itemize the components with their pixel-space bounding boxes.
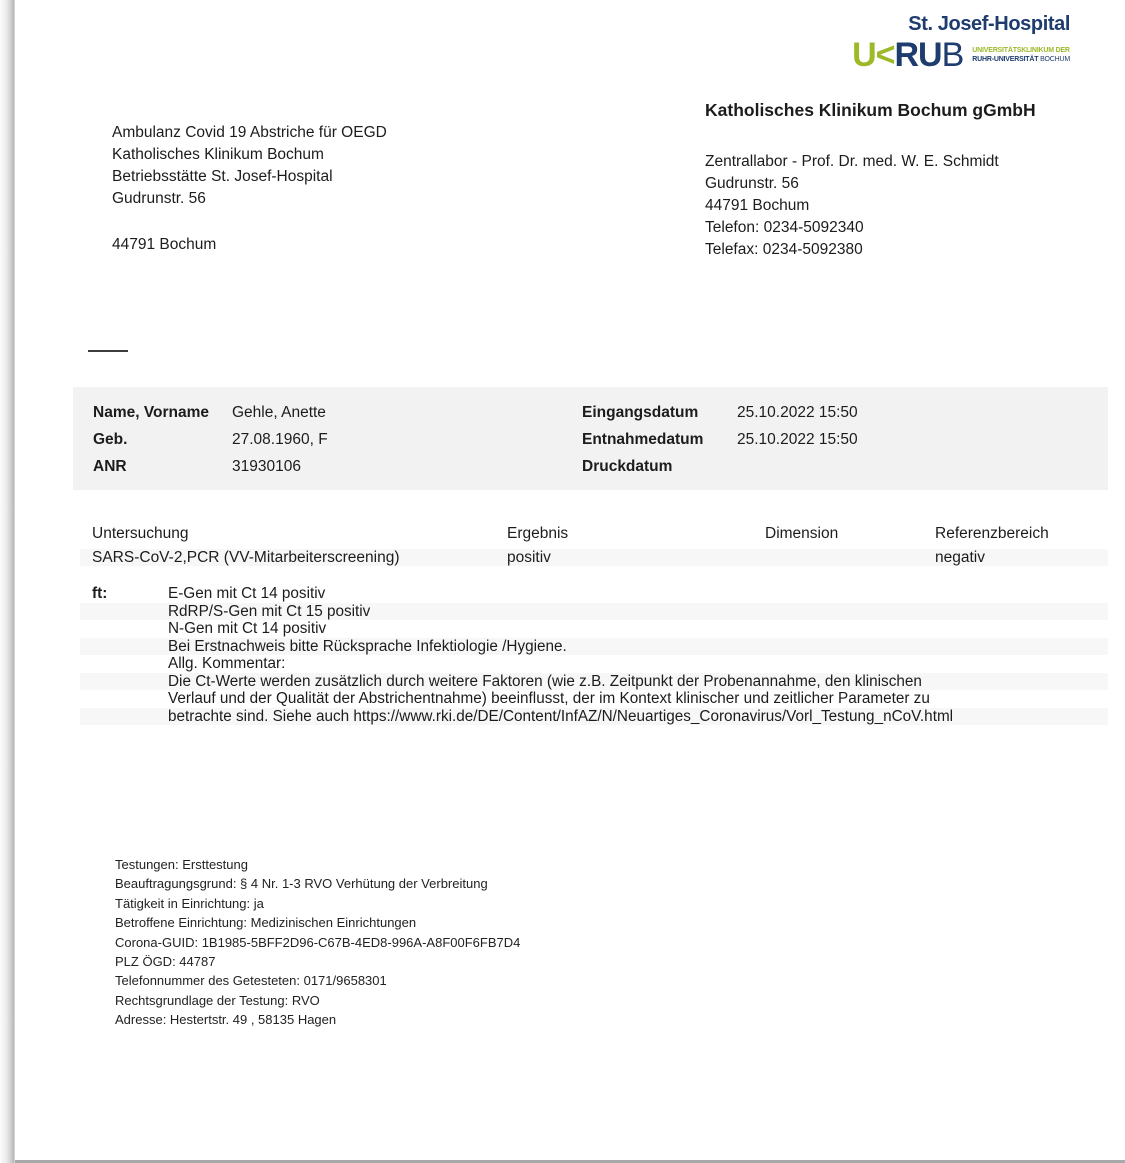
print-date-label: Druckdatum (582, 458, 673, 475)
patient-name-value: Gehle, Anette (232, 404, 326, 421)
hospital-name: St. Josef-Hospital (908, 13, 1070, 35)
patient-birthdate-value: 27.08.1960, F (232, 431, 328, 448)
patient-row-collection-date (582, 426, 858, 453)
detail-line-plz-oegd: PLZ ÖGD: 44787 (115, 954, 216, 970)
ukrub-wordmark-icon (852, 36, 964, 74)
column-header-referenzbereich: Referenzbereich (935, 525, 1049, 542)
sender-line: Katholisches Klinikum Bochum (112, 146, 324, 163)
detail-line-rechtsgrundlage: Rechtsgrundlage der Testung: RVO (115, 992, 320, 1008)
test-details-block (115, 855, 520, 1030)
collection-date-label: Entnahmedatum (582, 431, 704, 448)
logo-subtitle-line2: RUHR-UNIVERSITÄT BOCHUM (972, 56, 1070, 63)
sender-line: Ambulanz Covid 19 Abstriche für OEGD (112, 124, 387, 141)
comment-line: RdRP/S-Gen mit Ct 15 positiv (80, 603, 1108, 621)
detail-line-telefonnummer: Telefonnummer des Getesteten: 0171/9658301 (115, 973, 387, 989)
patient-info-box (73, 387, 1108, 490)
comment-line: Allg. Kommentar: (168, 655, 286, 672)
comment-line: Die Ct-Werte werden zusätzlich durch weitere Faktoren (wie z.B. Zeitpunkt der Probenannahme, den klinischen (80, 673, 1108, 691)
organization-line: Telefax: 0234-5092380 (705, 241, 863, 258)
patient-identity-column (93, 399, 328, 480)
patient-anr-label: ANR (93, 458, 127, 475)
comment-line: N-Gen mit Ct 14 positiv (168, 620, 327, 637)
results-table-header (80, 525, 1108, 543)
detail-line-taetigkeit: Tätigkeit in Einrichtung: ja (115, 895, 264, 911)
organization-line: Zentrallabor - Prof. Dr. med. W. E. Schmidt (705, 153, 999, 170)
sender-address-block (112, 122, 387, 256)
organization-line: Telefon: 0234-5092340 (705, 219, 864, 236)
comment-line (80, 585, 1108, 603)
sender-line: Gudrunstr. 56 (112, 190, 206, 207)
patient-birthdate-label: Geb. (93, 431, 128, 448)
patient-row-name (93, 399, 328, 426)
patient-anr-value: 31930106 (232, 458, 301, 475)
page-left-edge-shadow (0, 0, 15, 1163)
b-glyph: B (941, 36, 964, 74)
detail-line-adresse: Adresse: Hestertstr. 49 , 58135 Hagen (115, 1012, 337, 1028)
column-header-ergebnis: Ergebnis (507, 525, 569, 542)
collection-date-value: 25.10.2022 15:50 (737, 431, 858, 448)
result-row-sars-cov-2 (80, 549, 1108, 567)
organization-line: Gudrunstr. 56 (705, 175, 799, 192)
patient-row-received-date (582, 399, 858, 426)
sender-line: Betriebsstätte St. Josef-Hospital (112, 168, 333, 185)
uk-glyph: U< (852, 36, 895, 74)
logo-subtitle (972, 46, 1070, 64)
detail-line-beauftragungsgrund: Beauftragungsgrund: § 4 Nr. 1-3 RVO Verhütung der Verbreitung (115, 876, 488, 892)
column-header-dimension: Dimension (765, 525, 839, 542)
result-reference-range: negativ (935, 548, 985, 566)
organization-line: 44791 Bochum (705, 197, 810, 214)
comment-text: E-Gen mit Ct 14 positiv (168, 585, 326, 602)
patient-dates-column (582, 399, 858, 480)
comment-line: betrachte sind. Siehe auch https://www.rki.de/DE/Content/InfAZ/N/Neuartiges_Coronavirus/Vorl_Testung_nCoV.html (80, 708, 1108, 726)
ru-glyph: RU (894, 36, 942, 74)
footnote-label: ft: (92, 585, 108, 602)
sender-city: 44791 Bochum (112, 236, 217, 253)
patient-row-print-date (582, 453, 858, 480)
patient-row-anr (93, 453, 328, 480)
logo-subtitle-line1: UNIVERSITÄTSKLINIKUM DER (972, 47, 1070, 54)
detail-line-corona-guid: Corona-GUID: 1B1985-5BFF2D96-C67B-4ED8-996A-A8F00F6FB7D4 (115, 934, 521, 950)
organization-title: Katholisches Klinikum Bochum gGmbH (705, 100, 1036, 120)
results-table (80, 525, 1108, 566)
patient-row-birthdate (93, 426, 328, 453)
hospital-logo (852, 13, 1070, 74)
patient-name-label: Name, Vorname (93, 404, 210, 421)
column-header-untersuchung: Untersuchung (92, 525, 189, 542)
result-value: positiv (507, 548, 551, 566)
result-comment-block (80, 585, 1108, 725)
detail-line-testungen: Testungen: Ersttestung (115, 857, 248, 872)
comment-line: Bei Erstnachweis bitte Rücksprache Infektiologie /Hygiene. (80, 638, 1108, 656)
detail-line-einrichtung: Betroffene Einrichtung: Medizinischen Einrichtungen (115, 915, 417, 931)
received-date-value: 25.10.2022 15:50 (737, 404, 858, 421)
comment-line: Verlauf und der Qualität der Abstrichentnahme) beeinflusst, der im Kontext klinischer und zeitlicher Parameter zu (168, 690, 930, 707)
organization-address-block (705, 151, 999, 261)
result-test-name: SARS-CoV-2,PCR (VV-Mitarbeiterscreening) (92, 548, 400, 566)
fold-mark (88, 350, 128, 352)
received-date-label: Eingangsdatum (582, 404, 699, 421)
